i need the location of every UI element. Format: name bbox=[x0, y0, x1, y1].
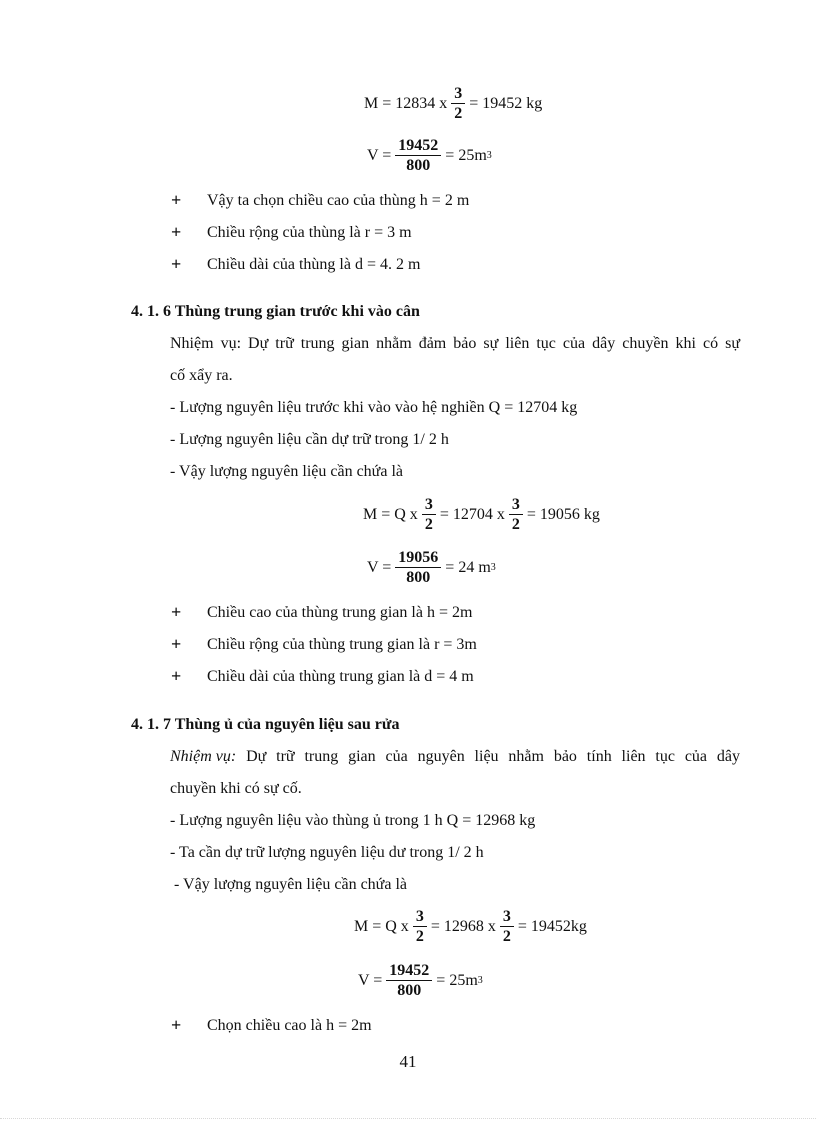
fraction bbox=[451, 84, 465, 123]
plus-bullet-icon: + bbox=[171, 190, 182, 210]
bullet-item bbox=[171, 666, 474, 687]
fraction bbox=[509, 495, 523, 534]
bullet-item bbox=[171, 222, 412, 243]
fraction bbox=[422, 495, 436, 534]
eq-rhs: = 25m bbox=[436, 971, 478, 989]
frac-den: 2 bbox=[511, 516, 520, 533]
bullet-text: Chiều rộng của thùng trung gian là r = 3m bbox=[207, 635, 477, 653]
bullet-text: Chiều rộng của thùng là r = 3 m bbox=[207, 223, 412, 241]
bullet-text: Chọn chiều cao là h = 2m bbox=[207, 1016, 372, 1034]
bullet-item bbox=[171, 254, 420, 275]
eq-rhs: = 25m bbox=[445, 146, 487, 164]
bullet-text: Chiều dài của thùng trung gian là d = 4 m bbox=[207, 667, 474, 685]
plus-bullet-icon: + bbox=[171, 602, 182, 622]
eq-lhs: V = bbox=[358, 971, 383, 989]
frac-den: 800 bbox=[397, 982, 422, 999]
frac-den: 800 bbox=[406, 569, 431, 586]
equation-mass-2 bbox=[363, 495, 600, 534]
equation-volume-2: V = $\frac{19056}{800}$ = 24 m 3 bbox=[367, 549, 496, 586]
task-text: Dự trữ trung gian của nguyên liệu nhằm bảo tính liên tục của dây bbox=[236, 748, 740, 765]
fraction bbox=[413, 907, 427, 946]
bullet-item bbox=[171, 1015, 372, 1036]
eq-lhs: M = 12834 x bbox=[364, 94, 448, 112]
plus-bullet-icon: + bbox=[171, 1015, 182, 1035]
frac-num: 19056 bbox=[395, 548, 441, 568]
eq-rhs: = 19452kg bbox=[517, 917, 587, 935]
section-heading-417: 4. 1. 7 Thùng ủ của nguyên liệu sau rửa bbox=[131, 716, 400, 733]
section-heading-416: 4. 1. 6 Thùng trung gian trước khi vào cân bbox=[131, 303, 420, 320]
page-footer-divider bbox=[0, 1118, 816, 1119]
text-line: - Lượng nguyên liệu cần dự trữ trong 1/ 2 h bbox=[170, 431, 449, 448]
frac-num: 3 bbox=[422, 495, 436, 515]
eq-lhs: V = bbox=[367, 146, 392, 164]
plus-bullet-icon: + bbox=[171, 666, 182, 686]
text-line: - Vậy lượng nguyên liệu cần chứa là bbox=[170, 463, 403, 480]
frac-num: 3 bbox=[413, 907, 427, 927]
eq-rhs: = 19056 kg bbox=[526, 505, 600, 523]
equation-volume-3: V = $\frac{19452}{800}$ = 25m 3 bbox=[358, 962, 483, 999]
eq-rhs: = 19452 kg bbox=[469, 94, 543, 112]
bullet-text: Chiều cao của thùng trung gian là h = 2m bbox=[207, 603, 473, 621]
equation-mass-3 bbox=[354, 907, 587, 946]
frac-num: 3 bbox=[509, 495, 523, 515]
task-line: Nhiệm vụ: Dự trữ trung gian nhằm đảm bảo sự liên tục của dây chuyền khi có sự bbox=[170, 335, 740, 352]
frac-den: 2 bbox=[454, 105, 463, 122]
equation-volume-1: V = $\frac{19452}{800}$ = 25m 3 bbox=[367, 137, 492, 174]
bullet-item bbox=[171, 634, 477, 655]
bullet-text: Vậy ta chọn chiều cao của thùng h = 2 m bbox=[207, 191, 470, 209]
eq-lhs: V = bbox=[367, 558, 392, 576]
fraction bbox=[395, 136, 441, 175]
page-number: 41 bbox=[399, 1052, 417, 1071]
frac-num: 19452 bbox=[395, 136, 441, 156]
text-line: - Lượng nguyên liệu vào thùng ủ trong 1 h Q = 12968 kg bbox=[170, 812, 536, 829]
eq-rhs: = 24 m bbox=[445, 558, 491, 576]
fraction bbox=[386, 961, 432, 1000]
fraction bbox=[395, 548, 441, 587]
plus-bullet-icon: + bbox=[171, 254, 182, 274]
plus-bullet-icon: + bbox=[171, 222, 182, 242]
frac-num: 3 bbox=[500, 907, 514, 927]
equation-mass-1 bbox=[364, 84, 542, 123]
text-line: - Vậy lượng nguyên liệu cần chứa là bbox=[170, 876, 407, 893]
task-line-cont: cố xẩy ra. bbox=[170, 367, 233, 384]
text-line: - Lượng nguyên liệu trước khi vào vào hệ nghiền Q = 12704 kg bbox=[170, 399, 578, 416]
frac-den: 2 bbox=[415, 928, 424, 945]
task-line-cont: chuyền khi có sự cố. bbox=[170, 780, 302, 797]
plus-bullet-icon: + bbox=[171, 634, 182, 654]
eq-mid: = 12968 x bbox=[430, 917, 496, 935]
eq-lhs: M = Q x bbox=[363, 505, 418, 523]
task-label: Nhiệm vụ: bbox=[170, 748, 237, 765]
eq-mid: = 12704 x bbox=[439, 505, 505, 523]
bullet-text: Chiều dài của thùng là d = 4. 2 m bbox=[207, 255, 421, 273]
task-line bbox=[170, 748, 740, 766]
frac-num: 3 bbox=[451, 84, 465, 104]
eq-lhs: M = Q x bbox=[354, 917, 409, 935]
text-line: - Ta cần dự trữ lượng nguyên liệu dư trong 1/ 2 h bbox=[170, 844, 484, 861]
bullet-item bbox=[171, 602, 472, 623]
frac-den: 2 bbox=[424, 516, 433, 533]
frac-den: 2 bbox=[502, 928, 511, 945]
frac-num: 19452 bbox=[386, 961, 432, 981]
bullet-item bbox=[171, 190, 469, 211]
frac-den: 800 bbox=[406, 157, 431, 174]
fraction bbox=[500, 907, 514, 946]
